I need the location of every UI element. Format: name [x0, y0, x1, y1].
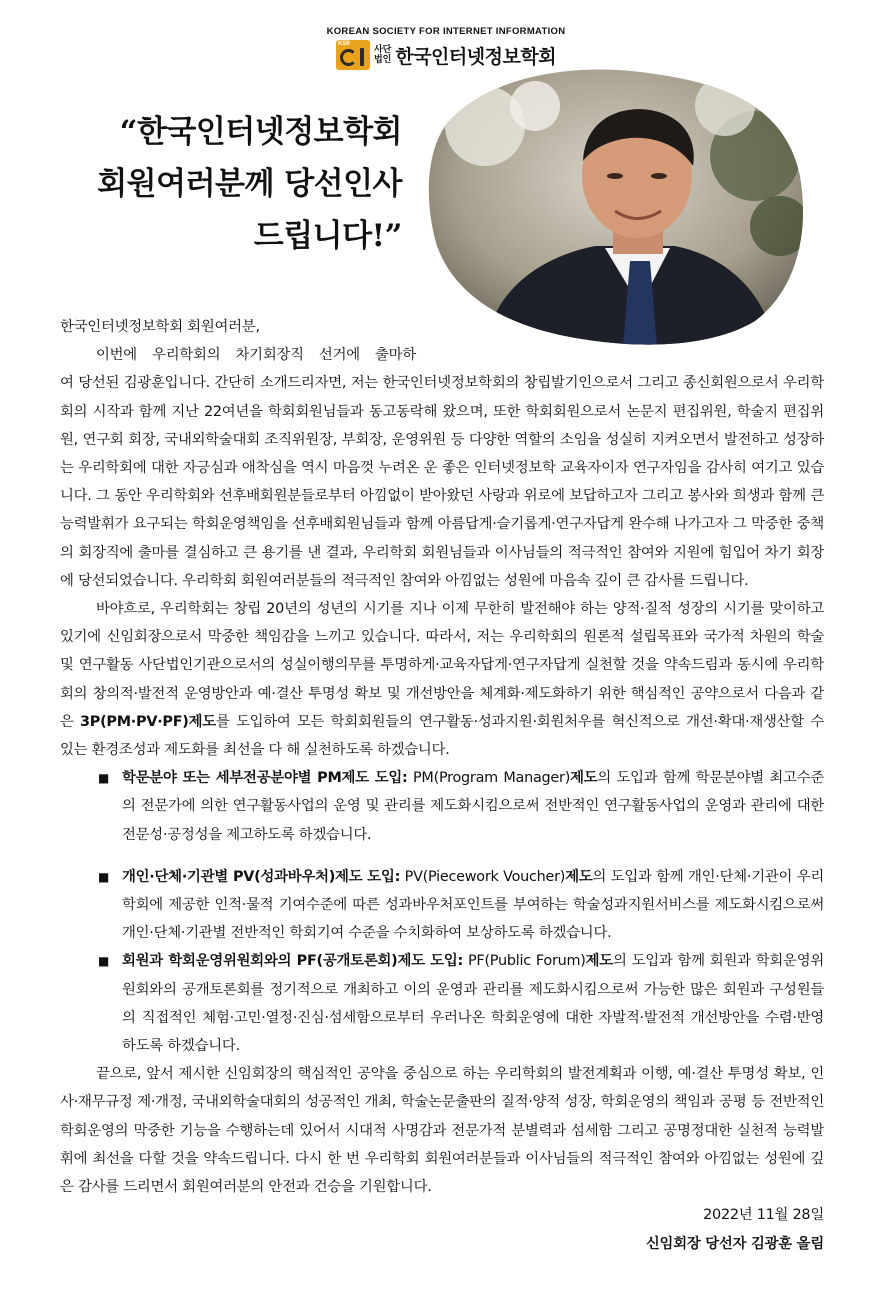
pledge-pv: ■ 개인·단체·기관별 PV(성과바우처)제도 도입: PV(Piecework Voucher)제도의 도입과 함께 개인·단체·기관이 우리학회에 제공한 인적·물적 기여수준에 따른 성과바우처포인트를 부여하는 학술성과지원서비스를 제도화시킴으로써 개인·단체·기관별 전반적인 학회기여 수준을 수치화하여 보상하도록 하겠습니다.: [60, 863, 824, 948]
pledge-pf: ■ 회원과 학회운영위원회와의 PF(공개토론회)제도 도입: PF(Public Forum)제도의 도입과 함께 회원과 학회운영위원회와의 공개토론회를 정기적으로 개최하고 이의 운영과 관리를 제도화시킴으로써 가능한 많은 회원과 구성원들의 직접적인 체험·고민·열정·진심·섬세함으로부터 우러나온 학회운영에 대한 자발적·발전적 개선방안을 수렴·반영하도록 하겠습니다.: [60, 947, 824, 1060]
headline-line-3: 드립니다!”: [253, 218, 402, 254]
portrait-photo: [425, 66, 805, 346]
pledge-list: [60, 764, 824, 1060]
letter-date: 2022년 11월 28일: [703, 1207, 824, 1224]
headline: [97, 106, 402, 262]
paragraph-1-body: 여 당선된 김광훈입니다. 간단히 소개드리자면, 저는 한국인터넷정보학회의 창립발기인으로서 그리고 종신회원으로서 우리학회의 시작과 함께 지난 22여년을 학회회원님들과 동고동락해 왔으며, 또한 학회회원으로서 논문지 편집위원, 학술지 편집위원, 연구회 회장, 국내외학술대회 조직위원장, 부회장, 운영위원 등 다양한 역할의 소임을 성실히 지켜오면서 발전하고 성장하는 우리학회에 대한 자긍심과 애착심을 역시 마음껏 누려온 운 좋은 인터넷정보학 교육자이자 연구자임을 감사히 여기고 있습니다. 그 동안 우리학회와 선후배회원분들로부터 아낌없이 받아왔던 사랑과 위로에 보답하고자 그리고 봉사와 희생과 함께 큰 능력발휘가 요구되는 학회운영책임을 선후배회원님들과 함께 아름답게·슬기롭게·연구자답게 완수해 나가고자 그 막중한 중책의 회장직에 출마를 결심하고 큰 용기를 낸 결과, 우리학회 회원님들과 이사님들의 적극적인 참여와 지원에 힘입어 차기 회장에 당선되었습니다. 우리학회 회원여러분들의 적극적인 참여와 아낌없는 성원에 마음속 깊이 큰 감사를 드립니다.: [60, 375, 824, 589]
pledge-pm: ■ 학문분야 또는 세부전공분야별 PM제도 도입: PM(Program Manager)제도의 도입과 함께 학문분야별 최고수준의 전문가에 의한 연구활동사업의 운영 및 관리를 제도화시킴으로써 전반적인 연구활동사업의 운영과 관리에 대한 전문성·공정성을 제고하도록 하겠습니다.: [60, 764, 824, 849]
logo-text: KSII: [337, 41, 350, 47]
closing-paragraph: 끝으로, 앞서 제시한 신임회장의 핵심적인 공약을 중심으로 하는 우리학회의 발전계획과 이행, 예·결산 투명성 확보, 인사·재무규정 제·개정, 국내외학술대회의 성공적인 개최, 학술논문출판의 질적·양적 성장, 학회운영의 책임과 공평 등 전반적인 학회운영의 막중한 기능을 수행하는데 있어서 시대적 사명감과 전문가적 분별력과 섬세함 그리고 공명정대한 실천적 능력발휘에 최선을 다할 것을 약속드립니다. 다시 한 번 우리학회 회원여러분들과 이사님들의 적극적인 참여와 아낌없는 성원에 깊은 감사를 드리면서 회원여러분의 안전과 건승을 기원합니다.: [60, 1066, 824, 1196]
society-english-name: KOREAN SOCIETY FOR INTERNET INFORMATION: [326, 26, 566, 37]
signature: 신임회장 당선자 김광훈 올림: [645, 1235, 824, 1252]
pledge-spacer: [60, 849, 824, 863]
headline-line-2: 회원여러분께 당선인사: [97, 166, 402, 202]
society-korean-name: 한국인터넷정보학회: [395, 45, 557, 68]
society-logo-icon: [336, 40, 370, 70]
headline-line-1: “한국인터넷정보학회: [119, 114, 402, 150]
3p-policy-name: 3P(PM·PV·PF)제도: [80, 713, 216, 730]
paragraph-2: 바야흐로, 우리학회는 창립 20년의 성년의 시기를 지나 이제 무한히 발전해야 하는 양적·질적 성장의 시기를 맞이하고 있기에 신임회장으로서 막중한 책임감을 느끼고 있습니다. 따라서, 저는 우리학회의 원론적 설립목표와 국가적 차원의 학술 및 연구활동 사단법인기관으로서의 성실이행의무를 투명하게·교육자답게·연구자답게 실천할 것을 약속드림과 동시에 우리학회의 창의적·발전적 운영방안과 예·결산 투명성 확보 및 개선방안을 체계화·제도화하기 위한 핵심적인 공약으로서 다음과 같은 3P(PM·PV·PF)제도를 도입하여 모든 학회회원들의 연구활동·성과지원·회원처우를 혁신적으로 개선·확대·재생산할 수 있는 환경조성과 제도화를 최선을 다 해 실천하도록 하겠습니다.: [60, 601, 824, 759]
legal-entity-label: 사단 법인: [373, 45, 392, 65]
greeting: 한국인터넷정보학회 회원여러분,: [60, 319, 260, 335]
paragraph-1-opening: 이번에 우리학회의 차기회장직 선거에 출마하: [96, 347, 416, 364]
letter-body: [60, 313, 824, 1258]
